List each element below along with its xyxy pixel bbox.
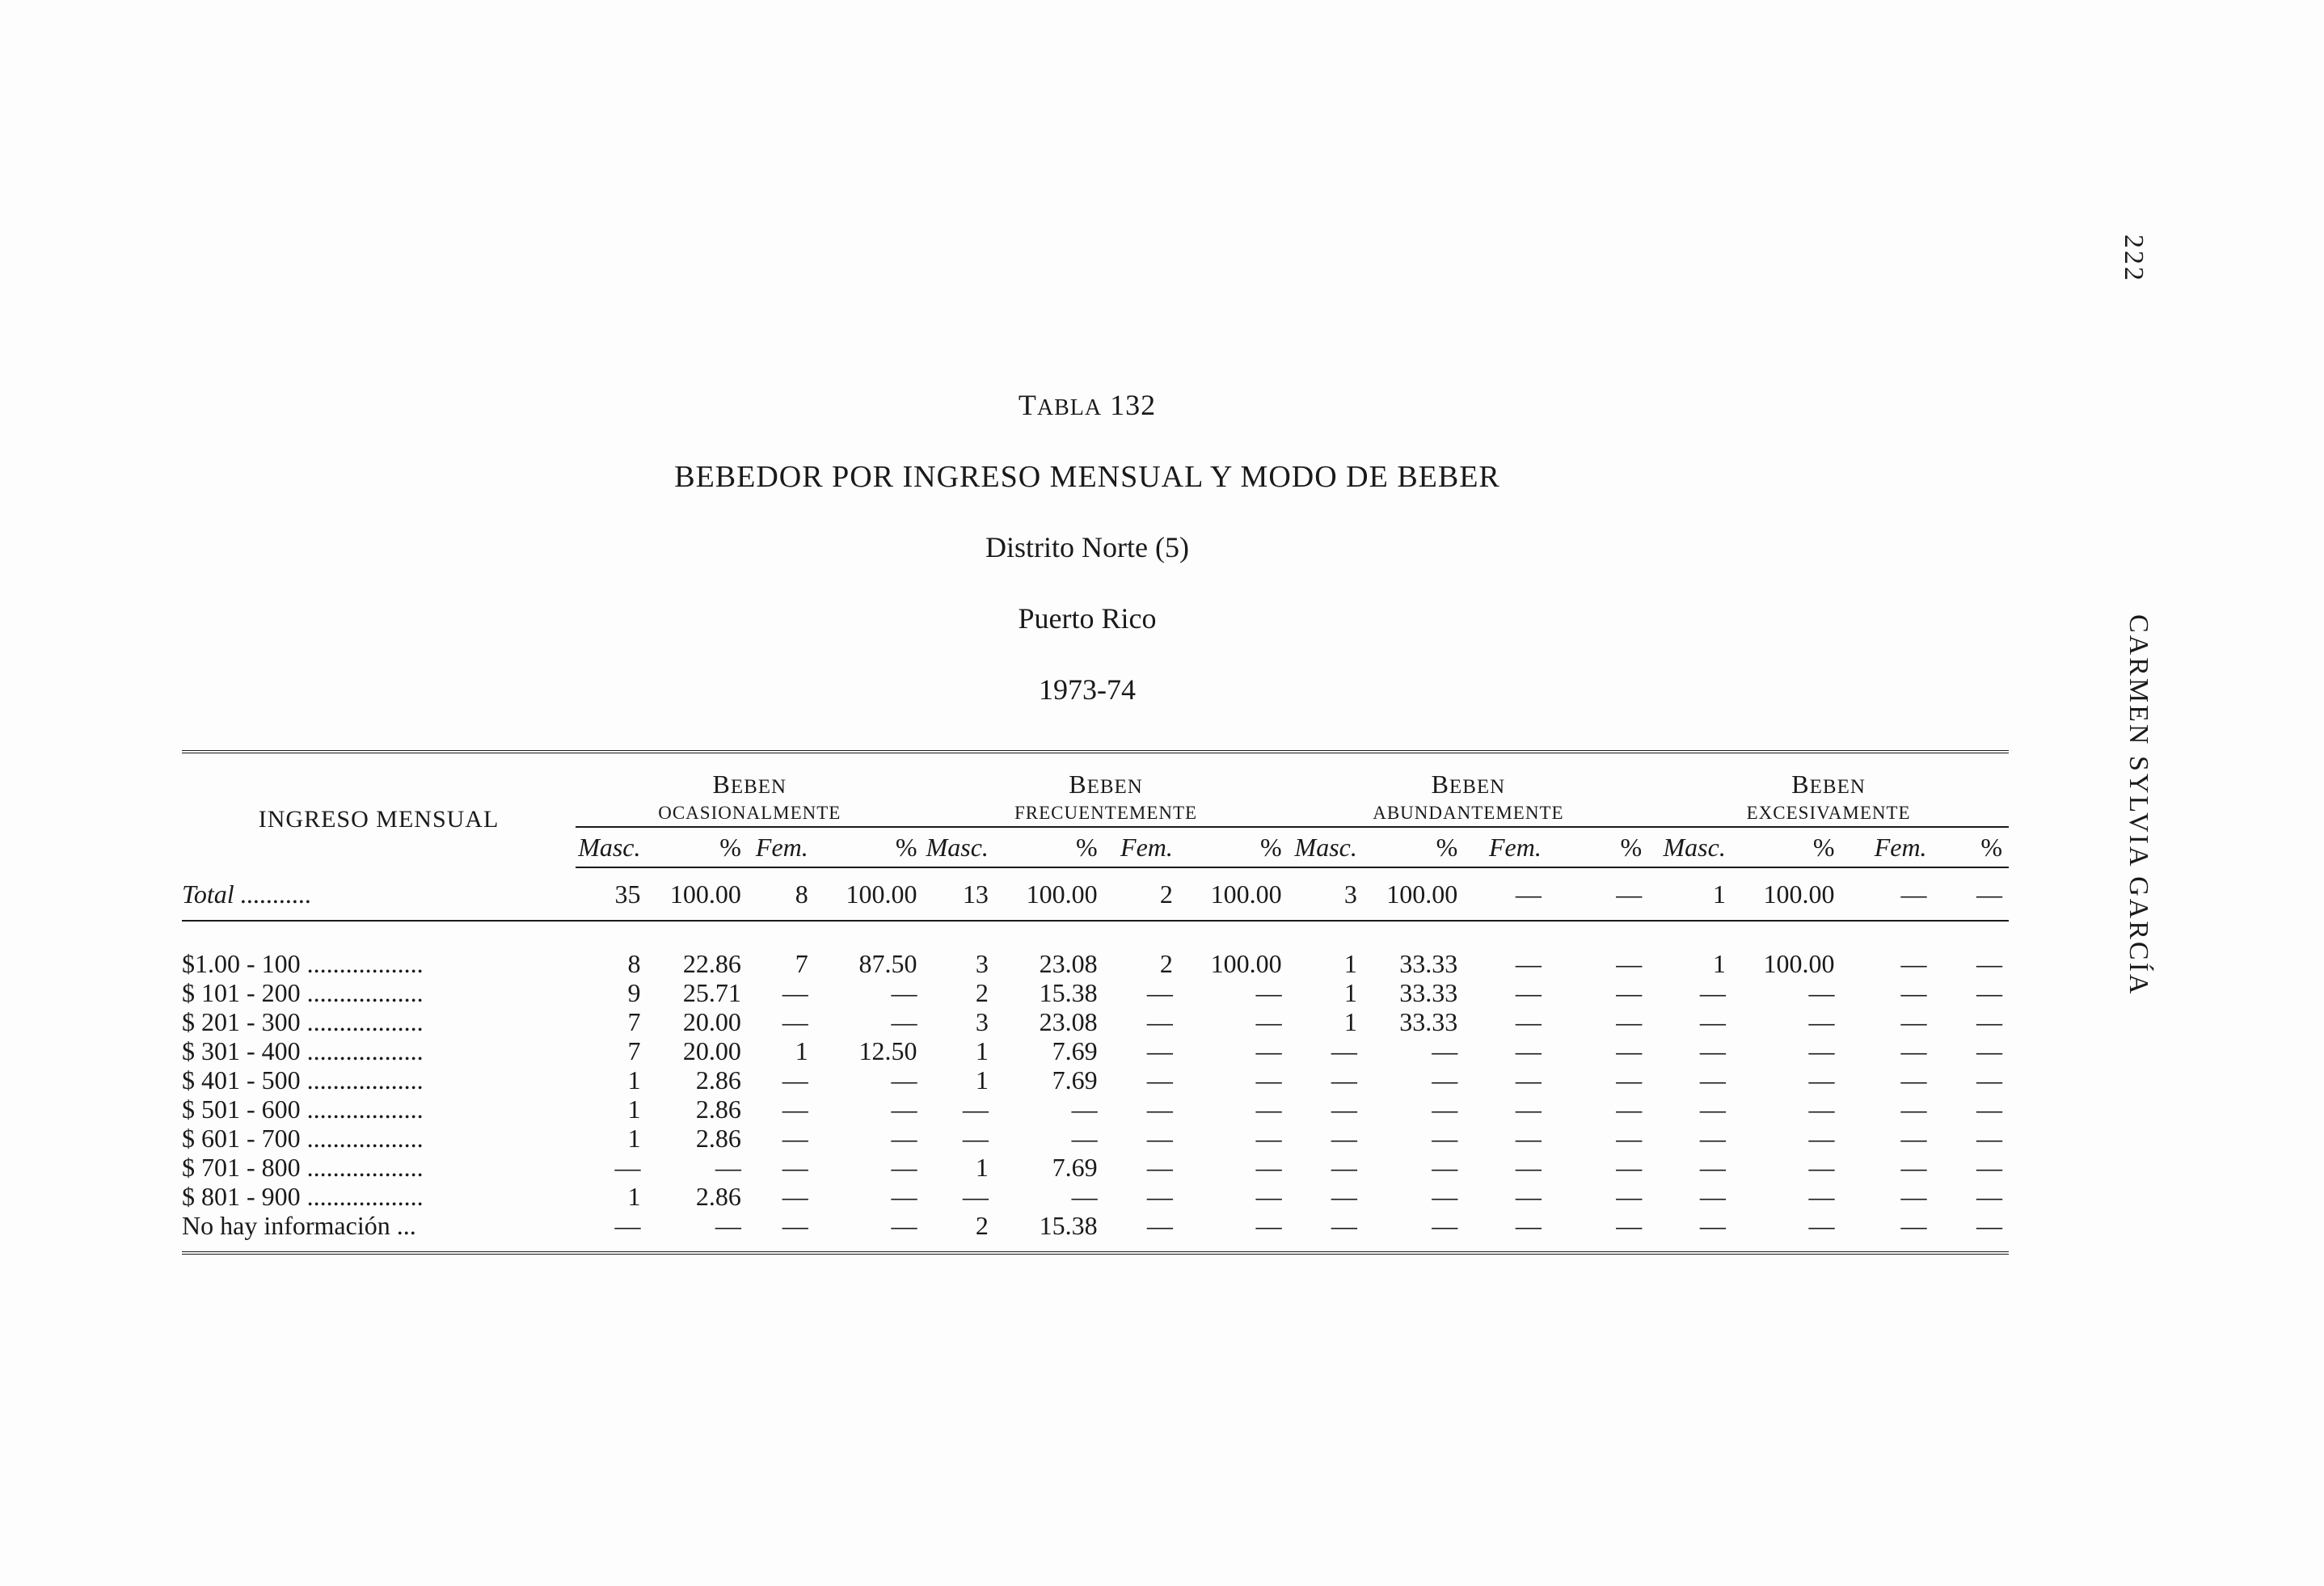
table-row: [182, 1153, 2009, 1182]
cell: 7.69: [1052, 1065, 1098, 1095]
cell: 100.00: [1179, 867, 1289, 921]
cell: 2: [1159, 949, 1173, 978]
cell: —: [1900, 1153, 1927, 1182]
cell: 15.38: [1039, 978, 1098, 1007]
cell: —: [1515, 978, 1542, 1007]
group-header-ocasionalmente: BEBEN OCASIONALMENTE: [576, 752, 923, 827]
cell: 7: [795, 949, 808, 978]
cell: —: [962, 1095, 989, 1124]
cell: —: [1699, 1036, 1726, 1065]
cell: —: [576, 1211, 647, 1253]
cell: —: [1331, 1095, 1357, 1124]
cell: —: [1515, 1153, 1542, 1182]
cell: —: [1976, 1153, 2002, 1182]
cell: —: [1255, 1007, 1282, 1036]
table-row: [182, 1182, 2009, 1211]
table-row: [182, 978, 2009, 1007]
cell: 7.69: [1052, 1153, 1098, 1182]
row-label: $ 201 - 300 ..................: [182, 1007, 424, 1036]
cell: 35: [576, 867, 647, 921]
cell: 1: [1343, 1007, 1357, 1036]
data-rows: [182, 949, 2009, 1253]
table-title: BEBEDOR POR INGRESO MENSUAL Y MODO DE BEBER: [674, 460, 1500, 494]
cell: —: [1616, 1124, 1643, 1153]
cell: 1: [627, 1065, 641, 1095]
group-header-row: [182, 752, 2009, 827]
group-header-frecuentemente: BEBEN FRECUENTEMENTE: [923, 752, 1288, 827]
cell: 87.50: [858, 949, 917, 978]
cell: —: [1515, 1095, 1542, 1124]
table-row: [182, 1095, 2009, 1124]
cell: 20.00: [682, 1007, 741, 1036]
cell: —: [1976, 1036, 2002, 1065]
cell: —: [715, 1153, 741, 1182]
cell: —: [1464, 1211, 1548, 1253]
cell: —: [1699, 1182, 1726, 1211]
page-number: 222: [2119, 234, 2149, 283]
subtitle-country: Puerto Rico: [1018, 602, 1157, 635]
cell: —: [1976, 949, 2002, 978]
row-label: No hay información ...: [182, 1211, 576, 1253]
total-label: Total ...........: [182, 867, 576, 921]
cell: —: [1976, 1124, 2002, 1153]
cell: —: [1934, 867, 2009, 921]
table-row: [182, 1124, 2009, 1153]
cell: —: [1808, 1007, 1835, 1036]
cell: 15.38: [995, 1211, 1104, 1253]
cell: —: [1331, 1065, 1357, 1095]
cell: —: [1255, 1124, 1282, 1153]
row-label: $ 401 - 500 ..................: [182, 1065, 424, 1095]
subheader-masc: Masc.: [1289, 827, 1364, 867]
cell: —: [1255, 978, 1282, 1007]
cell: 8: [748, 867, 815, 921]
cell: 100.00: [1364, 867, 1464, 921]
cell: —: [1255, 1095, 1282, 1124]
cell: —: [782, 1007, 808, 1036]
cell: 1: [975, 1153, 989, 1182]
cell: —: [1699, 1095, 1726, 1124]
cell: —: [1900, 1007, 1927, 1036]
cell: 2.86: [695, 1124, 741, 1153]
cell: —: [962, 1124, 989, 1153]
cell: —: [1432, 1124, 1458, 1153]
cell: 1: [975, 1065, 989, 1095]
cell: —: [1104, 1211, 1179, 1253]
cell: —: [1900, 1182, 1927, 1211]
cell: —: [1331, 1153, 1357, 1182]
table-label-initial: T: [1018, 389, 1037, 421]
cell: 23.08: [1039, 949, 1098, 978]
cell: 33.33: [1399, 978, 1458, 1007]
cell: 100.00: [815, 867, 924, 921]
cell: —: [891, 1007, 917, 1036]
table-row: [182, 1007, 2009, 1036]
cell: 7.69: [1052, 1036, 1098, 1065]
cell: —: [1808, 1124, 1835, 1153]
cell: 1: [627, 1095, 641, 1124]
cell: —: [1976, 978, 2002, 1007]
cell: —: [1808, 1153, 1835, 1182]
row-header: INGRESO MENSUAL: [182, 752, 576, 867]
cell: —: [1071, 1124, 1098, 1153]
cell: —: [1255, 1182, 1282, 1211]
cell: —: [1616, 978, 1643, 1007]
cell: —: [1900, 1095, 1927, 1124]
table-row: [182, 949, 2009, 978]
cell: —: [782, 1182, 808, 1211]
cell: —: [1699, 1124, 1726, 1153]
cell: —: [1432, 1065, 1458, 1095]
data-table: [182, 750, 2009, 1255]
cell: —: [1432, 1153, 1458, 1182]
cell: 3: [975, 949, 989, 978]
cell: —: [1616, 1153, 1643, 1182]
cell: —: [1841, 1211, 1934, 1253]
cell: —: [1732, 1211, 1841, 1253]
cell: 8: [627, 949, 641, 978]
cell: 1: [1343, 949, 1357, 978]
cell: —: [1432, 1095, 1458, 1124]
cell: —: [1616, 1182, 1643, 1211]
cell: —: [1464, 867, 1548, 921]
cell: —: [1146, 1007, 1173, 1036]
subheader-masc: Masc.: [1648, 827, 1732, 867]
cell: —: [1616, 1036, 1643, 1065]
cell: —: [1331, 1036, 1357, 1065]
row-label: $ 501 - 600 ..................: [182, 1095, 424, 1124]
cell: 25.71: [682, 978, 741, 1007]
cell: 3: [975, 1007, 989, 1036]
cell: —: [782, 1153, 808, 1182]
cell: —: [1071, 1095, 1098, 1124]
cell: —: [748, 1211, 815, 1253]
cell: —: [1808, 1182, 1835, 1211]
cell: —: [1515, 1007, 1542, 1036]
cell: —: [891, 1153, 917, 1182]
cell: —: [1146, 1036, 1173, 1065]
cell: 20.00: [682, 1036, 741, 1065]
cell: 100.00: [647, 867, 748, 921]
subheader-masc: Masc.: [923, 827, 994, 867]
cell: —: [1976, 1182, 2002, 1211]
cell: 1: [627, 1182, 641, 1211]
cell: —: [1808, 978, 1835, 1007]
table-number: 132: [1102, 389, 1157, 421]
cell: —: [647, 1211, 748, 1253]
cell: —: [1364, 1211, 1464, 1253]
running-head: CARMEN SYLVIA GARCÍA: [2124, 614, 2153, 997]
subheader-pct: %: [1732, 827, 1841, 867]
cell: 100.00: [1732, 867, 1841, 921]
cell: 2: [975, 978, 989, 1007]
total-row: [182, 867, 2009, 921]
subheader-pct: %: [995, 827, 1104, 867]
cell: 100.00: [995, 867, 1104, 921]
subheader-pct: %: [1179, 827, 1289, 867]
cell: —: [1976, 1007, 2002, 1036]
cell: 33.33: [1399, 949, 1458, 978]
cell: —: [1934, 1211, 2009, 1253]
cell: 1: [1712, 949, 1726, 978]
cell: —: [1146, 978, 1173, 1007]
cell: —: [1548, 867, 1648, 921]
cell: —: [1616, 1095, 1643, 1124]
cell: —: [1699, 1065, 1726, 1095]
cell: —: [1548, 1211, 1648, 1253]
cell: —: [1976, 1095, 2002, 1124]
cell: 13: [923, 867, 994, 921]
cell: —: [815, 1211, 924, 1253]
cell: —: [1289, 1211, 1364, 1253]
table-label-smallcaps: ABLA: [1036, 395, 1103, 420]
cell: —: [1432, 1036, 1458, 1065]
cell: —: [1146, 1153, 1173, 1182]
cell: —: [782, 1095, 808, 1124]
row-label: $ 601 - 700 ..................: [182, 1124, 424, 1153]
cell: —: [1515, 1065, 1542, 1095]
cell: —: [1900, 1036, 1927, 1065]
cell: —: [1515, 1124, 1542, 1153]
cell: —: [1616, 949, 1643, 978]
cell: —: [891, 1095, 917, 1124]
subheader-fem: Fem.: [1104, 827, 1179, 867]
group-header-excesivamente: BEBEN EXCESIVAMENTE: [1648, 752, 2009, 827]
subheader-fem: Fem.: [1841, 827, 1934, 867]
cell: —: [1616, 1065, 1643, 1095]
cell: —: [1648, 1211, 1732, 1253]
table-label: [0, 388, 2174, 422]
cell: 23.08: [1039, 1007, 1098, 1036]
subheader-pct: %: [815, 827, 924, 867]
cell: —: [1515, 949, 1542, 978]
cell: —: [1841, 867, 1934, 921]
cell: 7: [627, 1007, 641, 1036]
cell: —: [1900, 1065, 1927, 1095]
cell: —: [1900, 978, 1927, 1007]
cell: —: [1146, 1124, 1173, 1153]
subheader-pct: %: [1364, 827, 1464, 867]
cell: 33.33: [1399, 1007, 1458, 1036]
cell: —: [891, 978, 917, 1007]
cell: —: [1976, 1065, 2002, 1095]
cell: 12.50: [858, 1036, 917, 1065]
cell: —: [1515, 1036, 1542, 1065]
cell: —: [1146, 1065, 1173, 1095]
subheader-masc: Masc.: [576, 827, 647, 867]
cell: —: [1699, 1153, 1726, 1182]
cell: 2: [1104, 867, 1179, 921]
cell: —: [1699, 978, 1726, 1007]
subheader-pct: %: [647, 827, 748, 867]
group-header-abundantemente: BEBEN ABUNDANTEMENTE: [1289, 752, 1649, 827]
row-label: $ 701 - 800 ..................: [182, 1153, 424, 1182]
cell: 3: [1289, 867, 1364, 921]
subheader-pct: %: [1548, 827, 1648, 867]
cell: —: [1331, 1182, 1357, 1211]
cell: —: [891, 1065, 917, 1095]
cell: —: [1071, 1182, 1098, 1211]
cell: —: [1616, 1007, 1643, 1036]
cell: —: [891, 1182, 917, 1211]
cell: —: [1255, 1065, 1282, 1095]
row-label: $ 101 - 200 ..................: [182, 978, 424, 1007]
cell: —: [1146, 1182, 1173, 1211]
table-row: [182, 1211, 2009, 1253]
cell: —: [1808, 1095, 1835, 1124]
cell: 2.86: [695, 1182, 741, 1211]
cell: 2: [923, 1211, 994, 1253]
cell: —: [1900, 949, 1927, 978]
cell: —: [1179, 1211, 1289, 1253]
row-label: $ 301 - 400 ..................: [182, 1036, 424, 1065]
cell: —: [614, 1153, 641, 1182]
subheader-fem: Fem.: [748, 827, 815, 867]
cell: —: [1331, 1124, 1357, 1153]
cell: —: [1255, 1036, 1282, 1065]
cell: 1: [795, 1036, 808, 1065]
cell: —: [962, 1182, 989, 1211]
cell: —: [1808, 1036, 1835, 1065]
cell: —: [1515, 1182, 1542, 1211]
cell: —: [1255, 1153, 1282, 1182]
cell: —: [782, 978, 808, 1007]
cell: 9: [627, 978, 641, 1007]
cell: —: [1432, 1182, 1458, 1211]
row-label: $1.00 - 100 ..................: [182, 949, 424, 978]
cell: —: [1699, 1007, 1726, 1036]
table-row: [182, 1065, 2009, 1095]
subtitle-years: 1973-74: [1039, 673, 1136, 706]
cell: —: [1808, 1065, 1835, 1095]
cell: —: [891, 1124, 917, 1153]
cell: 1: [1648, 867, 1732, 921]
cell: —: [1146, 1095, 1173, 1124]
subheader-pct: %: [1934, 827, 2009, 867]
cell: 100.00: [1763, 949, 1835, 978]
cell: —: [782, 1065, 808, 1095]
cell: —: [1900, 1124, 1927, 1153]
subheader-fem: Fem.: [1464, 827, 1548, 867]
cell: 2.86: [695, 1065, 741, 1095]
cell: —: [782, 1124, 808, 1153]
table-row: [182, 1036, 2009, 1065]
cell: 1: [1343, 978, 1357, 1007]
cell: 100.00: [1210, 949, 1282, 978]
row-label: $ 801 - 900 ..................: [182, 1182, 424, 1211]
cell: 7: [627, 1036, 641, 1065]
cell: 1: [975, 1036, 989, 1065]
cell: 22.86: [682, 949, 741, 978]
cell: 2.86: [695, 1095, 741, 1124]
subtitle-district: Distrito Norte (5): [985, 531, 1189, 563]
cell: 1: [627, 1124, 641, 1153]
